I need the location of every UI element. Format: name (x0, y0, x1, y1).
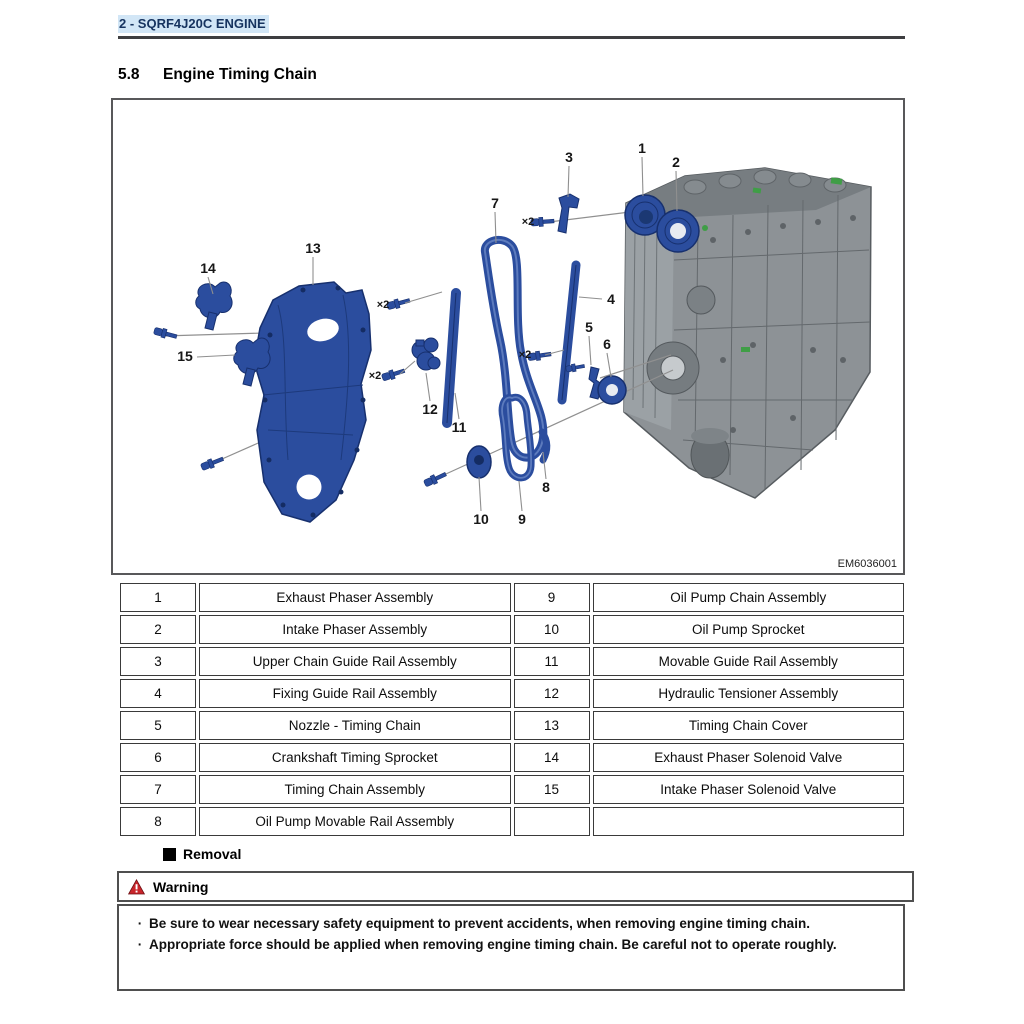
part-name-cell: Nozzle - Timing Chain (199, 711, 511, 740)
hydraulic-tensioner-illustration (412, 338, 440, 370)
removal-heading (163, 846, 241, 862)
part-name-cell: Exhaust Phaser Solenoid Valve (593, 743, 905, 772)
part-name-cell: Intake Phaser Assembly (199, 615, 511, 644)
warning-bullet-item (119, 913, 903, 934)
part-number-cell: 10 (514, 615, 590, 644)
intake-solenoid-valve-illustration (234, 338, 270, 374)
part-number-cell: 11 (514, 647, 590, 676)
bolt-quantity-label: ×2 (368, 370, 382, 382)
part-name-cell: Hydraulic Tensioner Assembly (593, 679, 905, 708)
part-number-cell: 1 (120, 583, 196, 612)
part-callout-3: 3 (565, 149, 573, 165)
crankshaft-sprocket-illustration (598, 376, 626, 404)
part-number-cell: 5 (120, 711, 196, 740)
oil-pump-sprocket-illustration (467, 446, 491, 478)
part-name-cell: Timing Chain Cover (593, 711, 905, 740)
part-name-cell: Timing Chain Assembly (199, 775, 511, 804)
bullet-marker: · (137, 916, 143, 931)
section-number: 5.8 (118, 66, 140, 83)
part-callout-9: 9 (518, 511, 526, 527)
header-divider (118, 36, 905, 39)
part-callout-14: 14 (200, 260, 216, 276)
warning-triangle-icon (128, 879, 145, 895)
part-name-cell: Crankshaft Timing Sprocket (199, 743, 511, 772)
part-number-cell: 15 (514, 775, 590, 804)
warning-text: Appropriate force should be applied when removing engine timing chain. Be careful not to operate roughly. (149, 937, 837, 952)
part-number-cell: 2 (120, 615, 196, 644)
part-callout-4: 4 (607, 291, 615, 307)
part-name-cell: Fixing Guide Rail Assembly (199, 679, 511, 708)
part-name-cell: Upper Chain Guide Rail Assembly (199, 647, 511, 676)
warning-header (117, 871, 914, 902)
bolt-quantity-label: ×2 (518, 349, 532, 361)
chapter-header (118, 16, 269, 31)
part-callout-15: 15 (177, 348, 193, 364)
part-name-cell: Oil Pump Sprocket (593, 615, 905, 644)
upper-chain-guide-illustration (558, 194, 579, 233)
part-name-cell: Intake Phaser Solenoid Valve (593, 775, 905, 804)
intake-phaser-illustration (657, 210, 699, 252)
part-number-cell: 6 (120, 743, 196, 772)
warning-title: Warning (153, 878, 209, 895)
part-number-cell: 9 (514, 583, 590, 612)
part-callout-5: 5 (585, 319, 593, 335)
section-title: Engine Timing Chain (163, 66, 317, 83)
part-number-cell: 4 (120, 679, 196, 708)
bolt-quantity-label: ×2 (376, 299, 390, 311)
chapter-header-text: 2 - SQRF4J20C ENGINE (118, 15, 269, 33)
removal-label: Removal (183, 846, 242, 862)
part-callout-7: 7 (491, 195, 499, 211)
part-name-cell: Oil Pump Movable Rail Assembly (199, 807, 511, 836)
warning-bullet-item (119, 934, 903, 955)
part-callout-1: 1 (638, 140, 646, 156)
exhaust-solenoid-valve-illustration (196, 282, 232, 318)
part-number-cell: 3 (120, 647, 196, 676)
part-name-cell: Exhaust Phaser Assembly (199, 583, 511, 612)
diagram-illustration (113, 100, 903, 573)
part-number-cell: 8 (120, 807, 196, 836)
bullet-marker: · (137, 937, 143, 952)
warning-text: Be sure to wear necessary safety equipment to prevent accidents, when removing engine timing chain. (149, 916, 810, 931)
figure-code: EM6036001 (837, 558, 897, 570)
bolt-quantity-label: ×2 (521, 216, 535, 228)
part-callout-6: 6 (603, 336, 611, 352)
part-callout-12: 12 (422, 401, 438, 417)
part-number-cell: 7 (120, 775, 196, 804)
warning-list (117, 904, 905, 991)
part-callout-11: 11 (451, 419, 467, 435)
part-number-cell (514, 807, 590, 836)
timing-chain-cover-illustration (254, 282, 371, 522)
section-heading (118, 66, 317, 84)
part-callout-10: 10 (473, 511, 489, 527)
part-number-cell: 14 (514, 743, 590, 772)
exploded-view-diagram (111, 98, 905, 575)
part-callout-8: 8 (542, 479, 550, 495)
black-square-icon (163, 848, 176, 861)
part-number-cell: 13 (514, 711, 590, 740)
parts-table (120, 583, 904, 836)
part-name-cell (593, 807, 905, 836)
part-name-cell: Oil Pump Chain Assembly (593, 583, 905, 612)
part-number-cell: 12 (514, 679, 590, 708)
part-callout-2: 2 (672, 154, 680, 170)
part-callout-13: 13 (305, 240, 321, 256)
part-name-cell: Movable Guide Rail Assembly (593, 647, 905, 676)
timing-chain-illustration (485, 240, 543, 458)
